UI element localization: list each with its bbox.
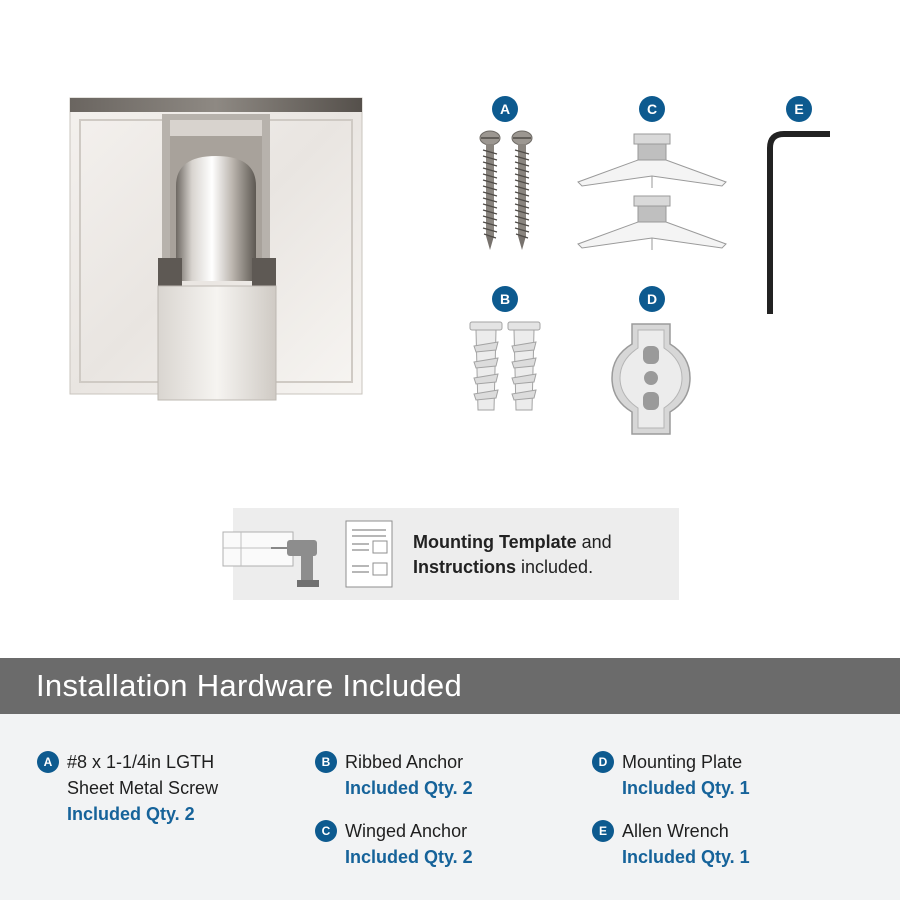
item-b-name: Ribbed Anchor: [345, 752, 464, 772]
item-b: [345, 749, 473, 801]
item-e-qty: Included Qty. 1: [622, 847, 750, 867]
item-c-qty: Included Qty. 2: [345, 847, 473, 867]
item-a-qty: Included Qty. 2: [67, 804, 195, 824]
item-e-name: Allen Wrench: [622, 821, 729, 841]
item-d-qty: Included Qty. 1: [622, 778, 750, 798]
badge-d: D: [639, 286, 665, 312]
section-title: Installation Hardware Included: [36, 668, 463, 703]
badge-b: B: [492, 286, 518, 312]
item-c: [345, 818, 473, 870]
section-header-band: [0, 658, 900, 714]
badge-a: A: [492, 96, 518, 122]
item-d-badge: D: [592, 751, 614, 773]
drill-template-icon: [221, 522, 327, 588]
template-note-text-1: and: [576, 532, 612, 552]
badge-c: C: [639, 96, 665, 122]
item-c-name: Winged Anchor: [345, 821, 468, 841]
item-b-qty: Included Qty. 2: [345, 778, 473, 798]
winged-anchors-image: [574, 130, 730, 254]
mounting-plate-image: [610, 320, 692, 438]
badge-e: E: [786, 96, 812, 122]
product-hook-image: [66, 96, 366, 406]
item-a: [67, 749, 218, 827]
item-b-badge: B: [315, 751, 337, 773]
item-e-badge: E: [592, 820, 614, 842]
instructions-doc-icon: [345, 520, 393, 588]
allen-wrench-image: [762, 128, 834, 320]
template-note-bold-1: Mounting Template: [413, 532, 577, 552]
item-c-badge: C: [315, 820, 337, 842]
screws-image: [466, 130, 542, 254]
item-d-name: Mounting Plate: [622, 752, 743, 772]
template-note-bold-2: Instructions: [413, 557, 517, 577]
ribbed-anchors-image: [466, 320, 544, 418]
template-note-text-2: included.: [516, 557, 594, 577]
template-note-text: [413, 530, 612, 580]
item-a-badge: A: [37, 751, 59, 773]
item-a-name-line1: #8 x 1-1/4in LGTH: [67, 752, 215, 772]
template-note-box: [233, 508, 679, 600]
item-e: [622, 818, 750, 870]
item-a-name-line2: Sheet Metal Screw: [67, 778, 219, 798]
item-d: [622, 749, 750, 801]
